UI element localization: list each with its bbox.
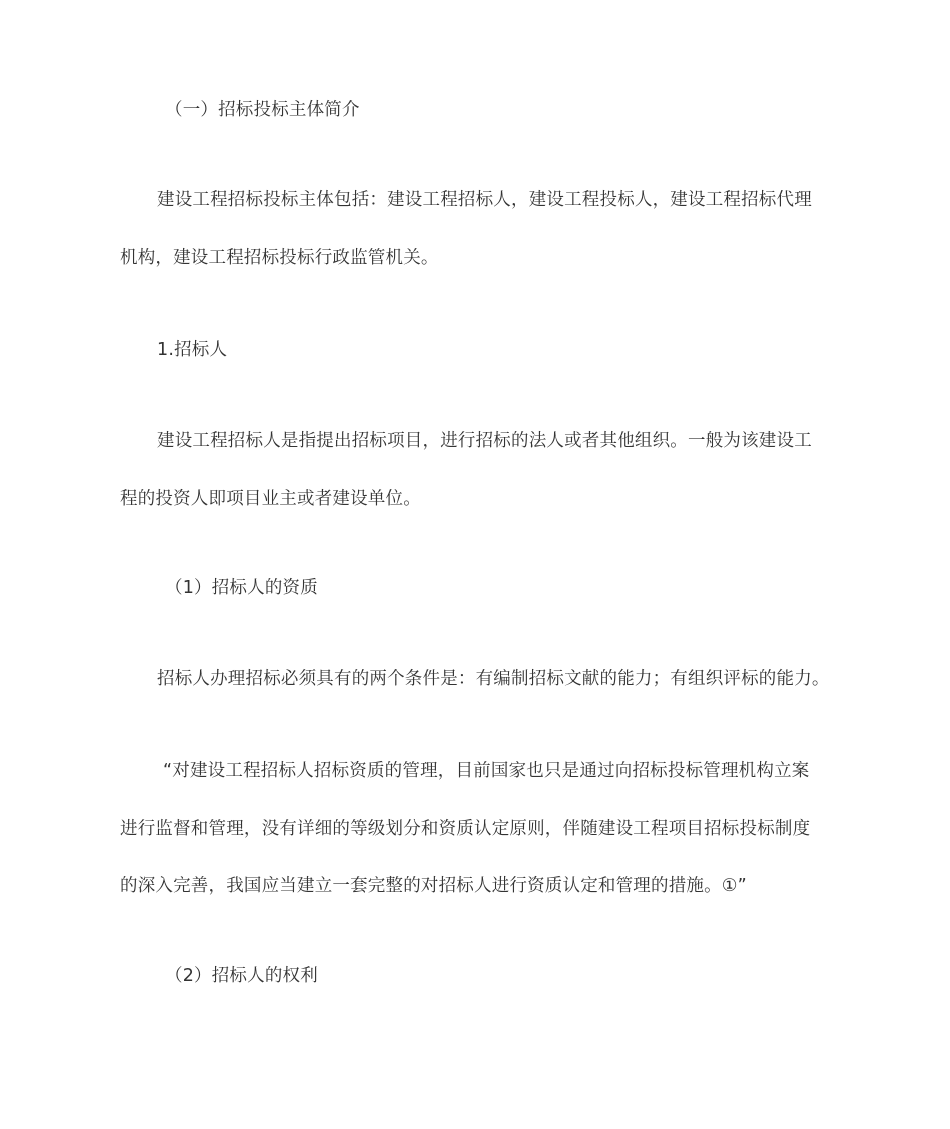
item-heading-qualification: （1）招标人的资质 bbox=[165, 578, 318, 598]
subsection-heading-tenderer: 1.招标人 bbox=[157, 340, 228, 360]
item-heading-rights: （2）招标人的权利 bbox=[165, 966, 318, 986]
intro-paragraph-line-2: 机构，建设工程招标投标行政监管机关。 bbox=[120, 248, 439, 268]
definition-paragraph-line-1: 建设工程招标人是指提出招标项目，进行招标的法人或者其他组织。一般为该建设工 bbox=[157, 431, 812, 451]
quote-paragraph-line-1: “对建设工程招标人招标资质的管理，目前国家也只是通过向招标投标管理机构立案 bbox=[163, 761, 810, 781]
section-heading: （一）招标投标主体简介 bbox=[165, 100, 360, 120]
conditions-paragraph: 招标人办理招标必须具有的两个条件是：有编制招标文献的能力；有组织评标的能力。 bbox=[157, 669, 830, 689]
definition-paragraph-line-2: 程的投资人即项目业主或者建设单位。 bbox=[120, 489, 421, 509]
quote-paragraph-line-2: 进行监督和管理，没有详细的等级划分和资质认定原则，伴随建设工程项目招标投标制度 bbox=[120, 819, 811, 839]
intro-paragraph-line-1: 建设工程招标投标主体包括：建设工程招标人，建设工程投标人，建设工程招标代理 bbox=[157, 190, 812, 210]
quote-paragraph-line-3: 的深入完善，我国应当建立一套完整的对招标人进行资质认定和管理的措施。①” bbox=[120, 876, 747, 896]
